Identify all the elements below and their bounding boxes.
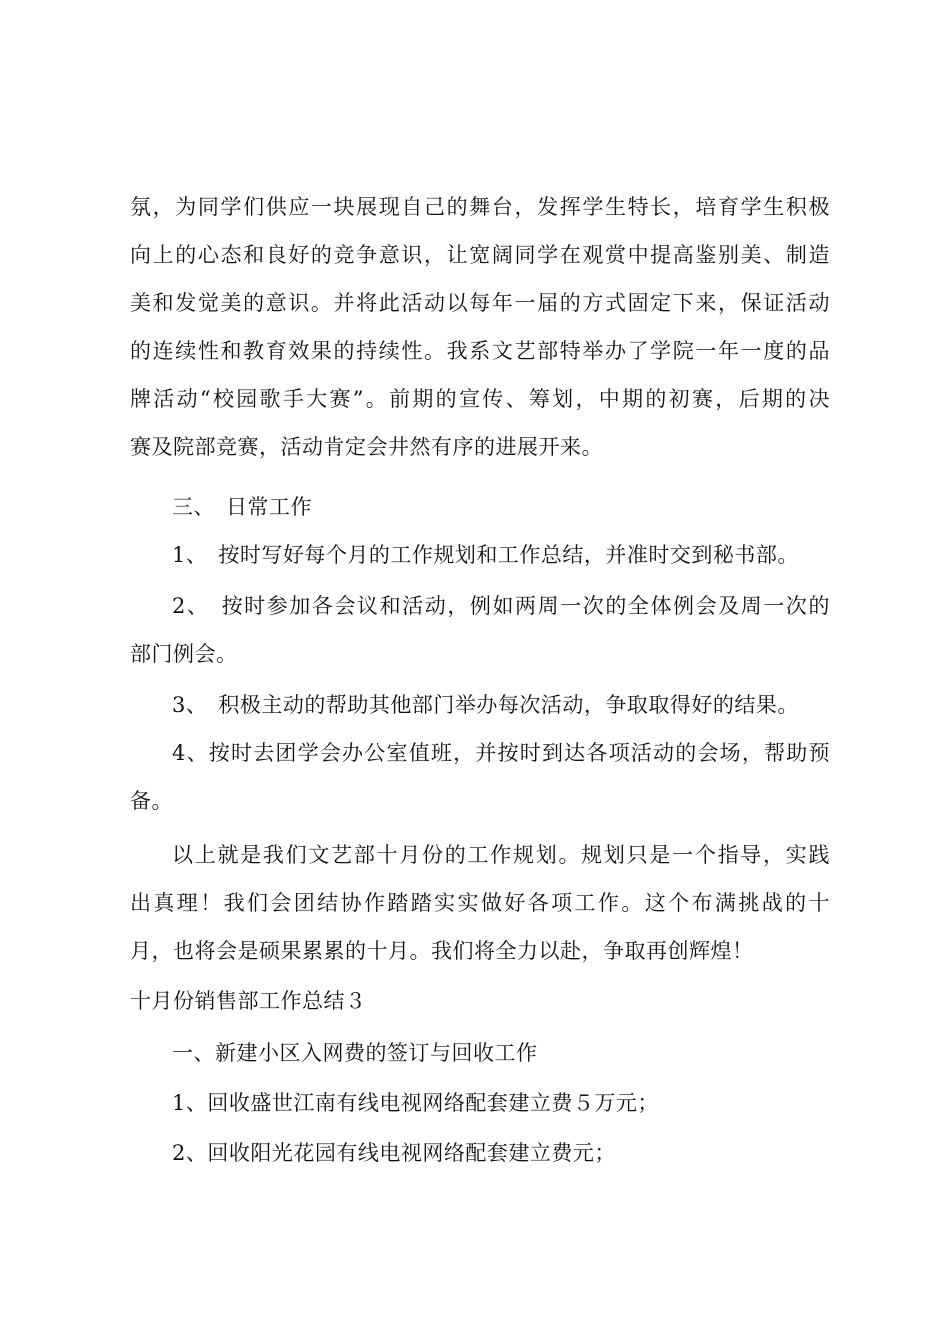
conclusion-line: 以上就是我们文艺部十月份的工作规划。规划只是一个指导，实践	[172, 843, 830, 867]
paragraph-line: 氛，为同学们供应一块展现自己的舞台，发挥学生特长，培育学生积极	[130, 195, 830, 219]
list-item: 1、回收盛世江南有线电视网络配套建立费５万元；	[172, 1091, 659, 1115]
list-item: 1、 按时写好每个月的工作规划和工作总结，并准时交到秘书部。	[172, 543, 799, 567]
paragraph-line: 牌活动“校园歌手大赛”。前期的宣传、筹划，中期的初赛，后期的决	[130, 387, 830, 411]
list-item: 4、按时去团学会办公室值班，并按时到达各项活动的会场，帮助预	[172, 741, 830, 765]
subsection-heading: 一、新建小区入网费的签订与回收工作	[172, 1041, 538, 1065]
conclusion-line: 月，也将会是硕果累累的十月。我们将全力以赴，争取再创辉煌！	[130, 939, 754, 963]
list-item: 3、 积极主动的帮助其他部门举办每次活动，争取取得好的结果。	[172, 693, 799, 717]
list-item: 2、 按时参加各会议和活动，例如两周一次的全体例会及周一次的	[172, 594, 830, 618]
list-item-continuation: 部门例会。	[130, 642, 238, 666]
list-item-continuation: 备。	[130, 789, 173, 813]
section-heading: 三、 日常工作	[172, 495, 312, 519]
section-title: 十月份销售部工作总结３	[130, 989, 367, 1013]
conclusion-line: 出真理！我们会团结协作踏踏实实做好各项工作。这个布满挑战的十	[130, 891, 830, 915]
paragraph-line: 向上的心态和良好的竞争意识，让宽阔同学在观赏中提高鉴别美、制造	[130, 243, 830, 267]
paragraph-line: 赛及院部竞赛，活动肯定会井然有序的进展开来。	[130, 435, 603, 459]
list-item: 2、回收阳光花园有线电视网络配套建立费元；	[172, 1141, 616, 1165]
paragraph-line: 的连续性和教育效果的持续性。我系文艺部特举办了学院一年一度的品	[130, 339, 830, 363]
paragraph-line: 美和发觉美的意识。并将此活动以每年一届的方式固定下来，保证活动	[130, 291, 830, 315]
